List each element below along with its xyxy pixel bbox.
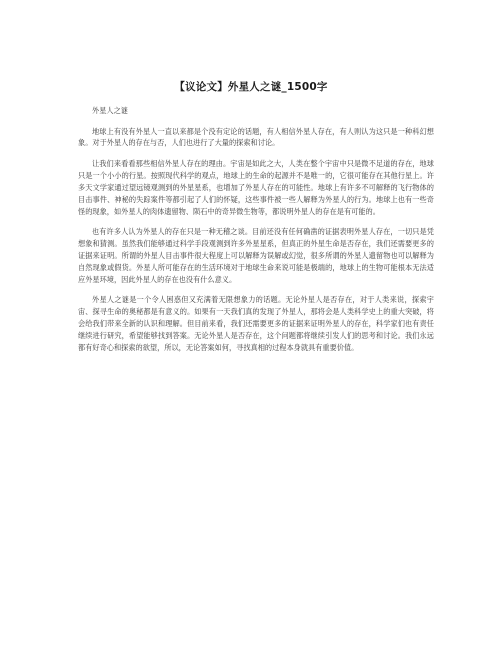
paragraph-2: 让我们来看看那些相信外星人存在的理由。宇宙是如此之大，人类在整个宇宙中只是微不足道的存在，地球只是一个小小的行星。按照现代科学的观点，地球上的生命的起源并不是唯一的，它很可能存在其他行星上。许多天文学家通过望远镜观测到的外星星系，也增加了外星人存在的可能性。地球上有许多不可解释的飞行物体的目击事件、神秘的失踪案件等都引起了人们的怀疑，这些事件被一些人解释为外星人的行为。地球上也有一些奇怪的现象，如外星人的肉体遗留物、陨石中的奇异微生物等，都说明外星人的存在是有可能的。 <box>78 158 434 216</box>
document-subtitle: 外星人之谜 <box>92 106 128 115</box>
document-body <box>78 105 434 362</box>
paragraph-3: 也有许多人认为外星人的存在只是一种无稽之谈。目前还没有任何确凿的证据表明外星人存在，一切只是凭想象和猜测。虽然我们能够通过科学手段观测到许多外星星系，但真正的外星生命是否存在，我们还需要更多的证据来证明。所谓的外星人目击事件很大程度上可以解释为误解或幻觉，很多所谓的外星人遗留物也可以解释为自然现象或假货。外星人所可能存在的生活环境对于地球生命来说可能是极端的，地球上的生物可能根本无法适应外星环境，因此外星人的存在也没有什么意义。 <box>78 227 434 284</box>
paragraph-4: 外星人之谜是一个令人困惑但又充满着无限想象力的话题。无论外星人是否存在，对于人类来说，探索宇宙、探寻生命的奥秘都是有意义的。如果有一天我们真的发现了外星人，那将会是人类科学史上的重大突破，将会给我们带来全新的认识和理解。但目前来看，我们还需要更多的证据来证明外星人的存在，科学家们也有责任继续进行研究，希望能够找到答案。无论外星人是否存在，这个问题都将继续引发人们的思考和讨论。我们永远都有好奇心和探索的欲望，所以，无论答案如何，寻找真相的过程本身就具有重要价值。 <box>78 295 434 352</box>
paragraph-1: 地球上有没有外星人一直以来都是个没有定论的话题，有人相信外星人存在，有人则认为这只是一种科幻想象。对于外星人的存在与否，人们也进行了大量的探索和讨论。 <box>78 126 434 148</box>
document-title: 【议论文】外星人之谜_1500字 <box>174 81 328 93</box>
